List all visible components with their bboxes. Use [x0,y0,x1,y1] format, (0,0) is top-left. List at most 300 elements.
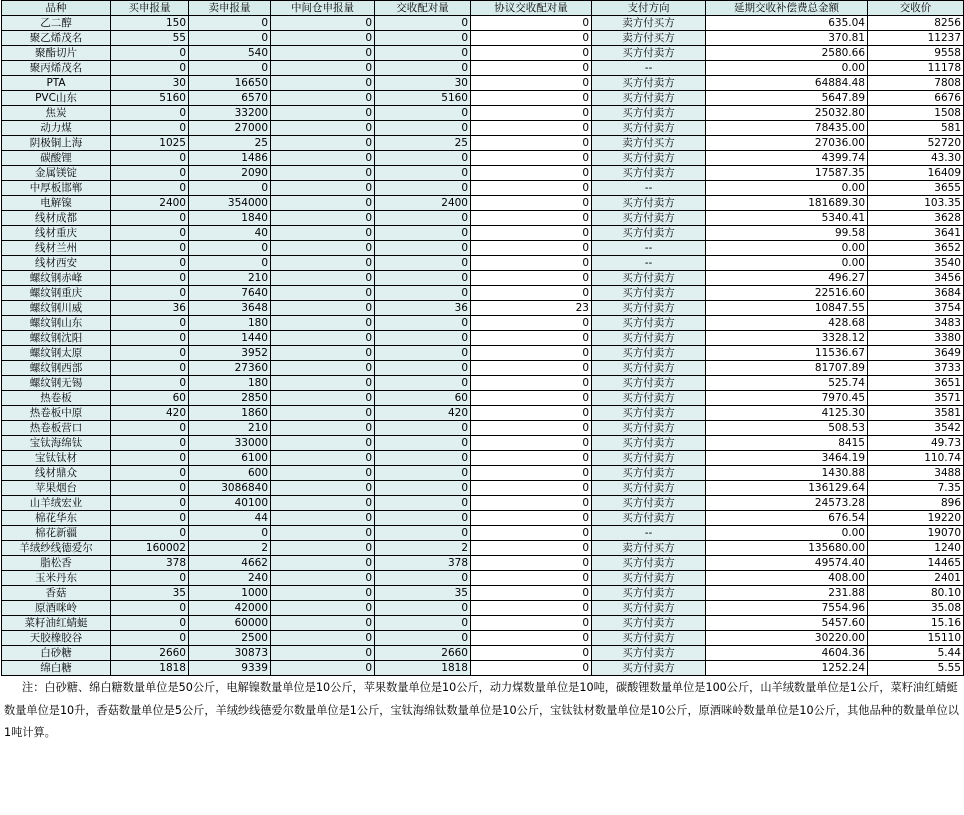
buy-declared-cell: 60 [111,391,189,406]
payment-direction-cell: 买方付卖方 [592,376,706,391]
payment-direction-cell: 买方付卖方 [592,601,706,616]
payment-direction-cell: 买方付卖方 [592,316,706,331]
compensation-cell: 231.88 [706,586,868,601]
delivery-price-cell: 2401 [868,571,964,586]
payment-direction-cell: 买方付卖方 [592,91,706,106]
product-cell: 线材成都 [2,211,111,226]
matched-cell: 0 [375,151,471,166]
delivery-price-cell: 3628 [868,211,964,226]
delivery-price-cell: 3651 [868,376,964,391]
compensation-cell: 3328.12 [706,331,868,346]
product-cell: 中厚板邯郸 [2,181,111,196]
buy-declared-cell: 0 [111,286,189,301]
table-row [2,106,964,121]
header-sell-declared: 卖申报量 [189,1,271,16]
sell-declared-cell: 9339 [189,661,271,676]
compensation-cell: 635.04 [706,16,868,31]
header-payment-direction: 支付方向 [592,1,706,16]
payment-direction-cell: 买方付卖方 [592,511,706,526]
agreement-matched-cell: 0 [471,631,592,646]
product-cell: 螺纹钢沈阳 [2,331,111,346]
sell-declared-cell: 44 [189,511,271,526]
agreement-matched-cell: 0 [471,16,592,31]
buy-declared-cell: 0 [111,241,189,256]
intermediate-declared-cell: 0 [271,421,375,436]
payment-direction-cell: -- [592,181,706,196]
compensation-cell: 0.00 [706,241,868,256]
intermediate-declared-cell: 0 [271,661,375,676]
delivery-price-cell: 3488 [868,466,964,481]
product-cell: 脂松香 [2,556,111,571]
table-row [2,136,964,151]
header-compensation-total: 延期交收补偿费总金额 [706,1,868,16]
matched-cell: 0 [375,526,471,541]
buy-declared-cell: 0 [111,421,189,436]
buy-declared-cell: 0 [111,121,189,136]
payment-direction-cell: 买方付卖方 [592,106,706,121]
agreement-matched-cell: 0 [471,61,592,76]
table-row [2,256,964,271]
buy-declared-cell: 35 [111,586,189,601]
agreement-matched-cell: 0 [471,481,592,496]
intermediate-declared-cell: 0 [271,31,375,46]
matched-cell: 0 [375,166,471,181]
buy-declared-cell: 160002 [111,541,189,556]
buy-declared-cell: 0 [111,271,189,286]
sell-declared-cell: 30873 [189,646,271,661]
delivery-price-cell: 1508 [868,106,964,121]
sell-declared-cell: 1486 [189,151,271,166]
buy-declared-cell: 378 [111,556,189,571]
intermediate-declared-cell: 0 [271,91,375,106]
compensation-cell: 3464.19 [706,451,868,466]
payment-direction-cell: 买方付卖方 [592,271,706,286]
table-row [2,511,964,526]
product-cell: 焦炭 [2,106,111,121]
intermediate-declared-cell: 0 [271,226,375,241]
header-intermediate-declared: 中间仓申报量 [271,1,375,16]
agreement-matched-cell: 0 [471,316,592,331]
buy-declared-cell: 420 [111,406,189,421]
agreement-matched-cell: 0 [471,241,592,256]
compensation-cell: 27036.00 [706,136,868,151]
payment-direction-cell: 买方付卖方 [592,196,706,211]
intermediate-declared-cell: 0 [271,346,375,361]
sell-declared-cell: 33200 [189,106,271,121]
table-row [2,91,964,106]
delivery-price-cell: 11178 [868,61,964,76]
compensation-cell: 25032.80 [706,106,868,121]
intermediate-declared-cell: 0 [271,646,375,661]
payment-direction-cell: 卖方付买方 [592,31,706,46]
agreement-matched-cell: 0 [471,151,592,166]
table-row [2,466,964,481]
compensation-cell: 0.00 [706,61,868,76]
delivery-price-cell: 52720 [868,136,964,151]
agreement-matched-cell: 0 [471,526,592,541]
agreement-matched-cell: 0 [471,616,592,631]
intermediate-declared-cell: 0 [271,196,375,211]
product-cell: 螺纹钢山东 [2,316,111,331]
sell-declared-cell: 3952 [189,346,271,361]
matched-cell: 0 [375,616,471,631]
table-row [2,76,964,91]
matched-cell: 0 [375,316,471,331]
agreement-matched-cell: 0 [471,271,592,286]
matched-cell: 35 [375,586,471,601]
intermediate-declared-cell: 0 [271,631,375,646]
intermediate-declared-cell: 0 [271,526,375,541]
delivery-price-cell: 103.35 [868,196,964,211]
product-cell: 玉米丹东 [2,571,111,586]
compensation-cell: 1252.24 [706,661,868,676]
compensation-cell: 81707.89 [706,361,868,376]
agreement-matched-cell: 0 [471,196,592,211]
buy-declared-cell: 0 [111,511,189,526]
product-cell: 聚乙烯茂名 [2,31,111,46]
payment-direction-cell: 买方付卖方 [592,586,706,601]
matched-cell: 60 [375,391,471,406]
intermediate-declared-cell: 0 [271,541,375,556]
table-row [2,616,964,631]
compensation-cell: 0.00 [706,181,868,196]
delivery-price-cell: 19070 [868,526,964,541]
product-cell: 宝钛钛材 [2,451,111,466]
buy-declared-cell: 0 [111,331,189,346]
product-cell: 螺纹钢太原 [2,346,111,361]
intermediate-declared-cell: 0 [271,151,375,166]
agreement-matched-cell: 0 [471,466,592,481]
matched-cell: 0 [375,421,471,436]
delivery-price-cell: 896 [868,496,964,511]
table-row [2,451,964,466]
matched-cell: 0 [375,226,471,241]
compensation-cell: 4399.74 [706,151,868,166]
intermediate-declared-cell: 0 [271,136,375,151]
sell-declared-cell: 2850 [189,391,271,406]
intermediate-declared-cell: 0 [271,46,375,61]
compensation-cell: 1430.88 [706,466,868,481]
compensation-cell: 24573.28 [706,496,868,511]
header-buy-declared: 买申报量 [111,1,189,16]
product-cell: 棉花新疆 [2,526,111,541]
intermediate-declared-cell: 0 [271,166,375,181]
buy-declared-cell: 2400 [111,196,189,211]
payment-direction-cell: 买方付卖方 [592,421,706,436]
sell-declared-cell: 354000 [189,196,271,211]
product-cell: 线材兰州 [2,241,111,256]
product-cell: 碳酸锂 [2,151,111,166]
buy-declared-cell: 0 [111,256,189,271]
buy-declared-cell: 0 [111,496,189,511]
payment-direction-cell: 卖方付买方 [592,541,706,556]
sell-declared-cell: 40100 [189,496,271,511]
footnote: 注：白砂糖、绵白糖数量单位是50公斤，电解镍数量单位是10公斤，苹果数量单位是10公斤，动力煤数量单位是10吨，碳酸锂数量单位是100公斤，山羊绒数量单位是1公斤，菜籽油红蜻蜓数量单位是10升，香菇数量单位是5公斤，羊绒纱线德爱尔数量单位是1公斤，宝钛海绵钛数量单位是10公斤，宝钛钛材数量单位是10公斤，原酒咪岭数量单位是10公斤，其他品种的数量单位以1吨计算。 [4,681,959,739]
payment-direction-cell: 买方付卖方 [592,391,706,406]
payment-direction-cell: 买方付卖方 [592,361,706,376]
delivery-price-cell: 11237 [868,31,964,46]
payment-direction-cell: 买方付卖方 [592,646,706,661]
table-row [2,406,964,421]
payment-direction-cell: 买方付卖方 [592,406,706,421]
product-cell: 螺纹钢川威 [2,301,111,316]
payment-direction-cell: 买方付卖方 [592,76,706,91]
matched-cell: 0 [375,211,471,226]
table-row [2,226,964,241]
sell-declared-cell: 0 [189,16,271,31]
sell-declared-cell: 1840 [189,211,271,226]
matched-cell: 0 [375,571,471,586]
intermediate-declared-cell: 0 [271,391,375,406]
intermediate-declared-cell: 0 [271,406,375,421]
buy-declared-cell: 0 [111,451,189,466]
sell-declared-cell: 42000 [189,601,271,616]
agreement-matched-cell: 0 [471,541,592,556]
sell-declared-cell: 1000 [189,586,271,601]
product-cell: 阴极铜上海 [2,136,111,151]
table-row [2,211,964,226]
product-cell: 天胶橡胶谷 [2,631,111,646]
payment-direction-cell: 买方付卖方 [592,166,706,181]
sell-declared-cell: 180 [189,376,271,391]
sell-declared-cell: 2090 [189,166,271,181]
intermediate-declared-cell: 0 [271,256,375,271]
table-row [2,181,964,196]
sell-declared-cell: 40 [189,226,271,241]
compensation-cell: 78435.00 [706,121,868,136]
agreement-matched-cell: 0 [471,646,592,661]
intermediate-declared-cell: 0 [271,376,375,391]
delivery-price-cell: 3581 [868,406,964,421]
matched-cell: 0 [375,331,471,346]
sell-declared-cell: 0 [189,241,271,256]
compensation-cell: 10847.55 [706,301,868,316]
payment-direction-cell: 买方付卖方 [592,466,706,481]
sell-declared-cell: 210 [189,271,271,286]
table-row [2,571,964,586]
matched-cell: 25 [375,136,471,151]
product-cell: 羊绒纱线德爱尔 [2,541,111,556]
sell-declared-cell: 3086840 [189,481,271,496]
compensation-cell: 22516.60 [706,286,868,301]
matched-cell: 0 [375,241,471,256]
intermediate-declared-cell: 0 [271,271,375,286]
delivery-table [1,0,964,676]
compensation-cell: 508.53 [706,421,868,436]
payment-direction-cell: 买方付卖方 [592,346,706,361]
buy-declared-cell: 36 [111,301,189,316]
intermediate-declared-cell: 0 [271,586,375,601]
product-cell: 苹果烟台 [2,481,111,496]
compensation-cell: 408.00 [706,571,868,586]
delivery-price-cell: 3456 [868,271,964,286]
payment-direction-cell: 买方付卖方 [592,286,706,301]
product-cell: 螺纹钢赤峰 [2,271,111,286]
matched-cell: 0 [375,631,471,646]
buy-declared-cell: 0 [111,376,189,391]
agreement-matched-cell: 23 [471,301,592,316]
agreement-matched-cell: 0 [471,106,592,121]
agreement-matched-cell: 0 [471,436,592,451]
header-row [2,1,964,16]
product-cell: 动力煤 [2,121,111,136]
payment-direction-cell: -- [592,241,706,256]
table-row [2,241,964,256]
table-row [2,601,964,616]
product-cell: 金属镁锭 [2,166,111,181]
agreement-matched-cell: 0 [471,31,592,46]
payment-direction-cell: -- [592,61,706,76]
delivery-price-cell: 35.08 [868,601,964,616]
intermediate-declared-cell: 0 [271,181,375,196]
matched-cell: 0 [375,481,471,496]
delivery-price-cell: 16409 [868,166,964,181]
intermediate-declared-cell: 0 [271,361,375,376]
matched-cell: 0 [375,361,471,376]
matched-cell: 0 [375,376,471,391]
agreement-matched-cell: 0 [471,391,592,406]
product-cell: 螺纹钢无锡 [2,376,111,391]
agreement-matched-cell: 0 [471,421,592,436]
product-cell: 热卷板 [2,391,111,406]
product-cell: 聚丙烯茂名 [2,61,111,76]
product-cell: 宝钛海绵钛 [2,436,111,451]
delivery-price-cell: 15110 [868,631,964,646]
sell-declared-cell: 2 [189,541,271,556]
payment-direction-cell: 买方付卖方 [592,226,706,241]
compensation-cell: 428.68 [706,316,868,331]
matched-cell: 0 [375,511,471,526]
delivery-price-cell: 43.30 [868,151,964,166]
buy-declared-cell: 1818 [111,661,189,676]
table-row [2,661,964,676]
product-cell: 热卷板中原 [2,406,111,421]
compensation-cell: 181689.30 [706,196,868,211]
sell-declared-cell: 16650 [189,76,271,91]
payment-direction-cell: 买方付卖方 [592,616,706,631]
delivery-price-cell: 3380 [868,331,964,346]
intermediate-declared-cell: 0 [271,286,375,301]
agreement-matched-cell: 0 [471,376,592,391]
payment-direction-cell: 买方付卖方 [592,481,706,496]
compensation-cell: 370.81 [706,31,868,46]
table-row [2,631,964,646]
matched-cell: 0 [375,31,471,46]
delivery-price-cell: 14465 [868,556,964,571]
intermediate-declared-cell: 0 [271,481,375,496]
compensation-cell: 5340.41 [706,211,868,226]
agreement-matched-cell: 0 [471,226,592,241]
product-cell: 线材鼎众 [2,466,111,481]
intermediate-declared-cell: 0 [271,106,375,121]
table-row [2,436,964,451]
agreement-matched-cell: 0 [471,586,592,601]
product-cell: 山羊绒宏业 [2,496,111,511]
compensation-cell: 30220.00 [706,631,868,646]
delivery-price-cell: 80.10 [868,586,964,601]
intermediate-declared-cell: 0 [271,556,375,571]
payment-direction-cell: 卖方付买方 [592,136,706,151]
table-row [2,31,964,46]
payment-direction-cell: 买方付卖方 [592,46,706,61]
matched-cell: 0 [375,346,471,361]
delivery-price-cell: 3641 [868,226,964,241]
buy-declared-cell: 0 [111,226,189,241]
compensation-cell: 7554.96 [706,601,868,616]
payment-direction-cell: 买方付卖方 [592,571,706,586]
sell-declared-cell: 7640 [189,286,271,301]
table-row [2,301,964,316]
table-row [2,361,964,376]
payment-direction-cell: 买方付卖方 [592,211,706,226]
agreement-matched-cell: 0 [471,91,592,106]
intermediate-declared-cell: 0 [271,76,375,91]
payment-direction-cell: -- [592,526,706,541]
table-row [2,166,964,181]
table-row [2,586,964,601]
agreement-matched-cell: 0 [471,601,592,616]
intermediate-declared-cell: 0 [271,301,375,316]
agreement-matched-cell: 0 [471,136,592,151]
table-row [2,151,964,166]
delivery-price-cell: 3733 [868,361,964,376]
sell-declared-cell: 6570 [189,91,271,106]
sell-declared-cell: 27360 [189,361,271,376]
agreement-matched-cell: 0 [471,211,592,226]
intermediate-declared-cell: 0 [271,496,375,511]
product-cell: PTA [2,76,111,91]
sell-declared-cell: 1860 [189,406,271,421]
buy-declared-cell: 0 [111,481,189,496]
delivery-price-cell: 3483 [868,316,964,331]
table-row [2,541,964,556]
payment-direction-cell: 买方付卖方 [592,121,706,136]
sell-declared-cell: 2500 [189,631,271,646]
agreement-matched-cell: 0 [471,121,592,136]
buy-declared-cell: 0 [111,571,189,586]
product-cell: 电解镍 [2,196,111,211]
agreement-matched-cell: 0 [471,331,592,346]
product-cell: 线材重庆 [2,226,111,241]
agreement-matched-cell: 0 [471,451,592,466]
sell-declared-cell: 180 [189,316,271,331]
delivery-price-cell: 15.16 [868,616,964,631]
delivery-price-cell: 1240 [868,541,964,556]
matched-cell: 0 [375,436,471,451]
compensation-cell: 676.54 [706,511,868,526]
intermediate-declared-cell: 0 [271,61,375,76]
intermediate-declared-cell: 0 [271,316,375,331]
buy-declared-cell: 0 [111,181,189,196]
sell-declared-cell: 0 [189,61,271,76]
compensation-cell: 49574.40 [706,556,868,571]
table-row [2,391,964,406]
payment-direction-cell: 买方付卖方 [592,451,706,466]
compensation-cell: 525.74 [706,376,868,391]
compensation-cell: 5647.89 [706,91,868,106]
buy-declared-cell: 0 [111,346,189,361]
intermediate-declared-cell: 0 [271,571,375,586]
compensation-cell: 0.00 [706,256,868,271]
delivery-price-cell: 110.74 [868,451,964,466]
product-cell: 棉花华东 [2,511,111,526]
delivery-price-cell: 8256 [868,16,964,31]
buy-declared-cell: 150 [111,16,189,31]
product-cell: 香菇 [2,586,111,601]
buy-declared-cell: 5160 [111,91,189,106]
table-row [2,481,964,496]
agreement-matched-cell: 0 [471,661,592,676]
